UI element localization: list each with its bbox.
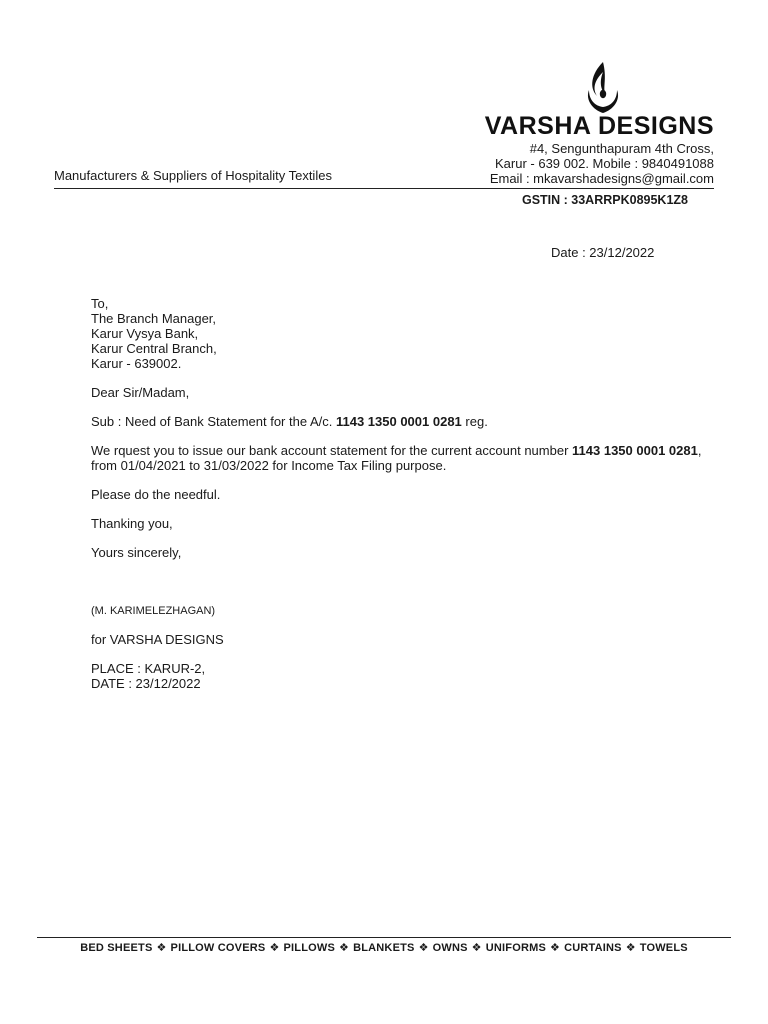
footer-item: CURTAINS [564, 942, 622, 954]
letter-date: Date : 23/12/2022 [551, 245, 655, 260]
separator-icon: ❖ [471, 942, 482, 954]
body-prefix: We rquest you to issue our bank account statement for the current account number [91, 443, 573, 458]
address-line-2: Karur - 639 002. Mobile : 9840491088 [495, 156, 714, 171]
salutation: Dear Sir/Madam, [91, 385, 190, 400]
recipient-line: Karur Central Branch, [91, 341, 217, 356]
separator-icon: ❖ [339, 942, 350, 954]
separator-icon: ❖ [625, 942, 636, 954]
separator-icon: ❖ [269, 942, 280, 954]
footer-item: BLANKETS [353, 942, 415, 954]
subject-account-number: 1143 1350 0001 0281 [335, 414, 462, 429]
gstin: GSTIN : 33ARRPK0895K1Z8 [521, 193, 688, 207]
separator-icon: ❖ [550, 942, 561, 954]
footer-item: BED SHEETS [80, 942, 153, 954]
body-line-2: from 01/04/2021 to 31/03/2022 for Income Tax Filing purpose. [91, 458, 447, 473]
to-line: To, [91, 296, 109, 311]
recipient-line: The Branch Manager, [91, 311, 217, 326]
company-tagline: Manufacturers & Suppliers of Hospitality Textiles [54, 168, 332, 183]
email-line: Email : mkavarshadesigns@gmail.com [489, 171, 714, 186]
subject-suffix: reg. [461, 414, 488, 429]
body-suffix: , [697, 443, 702, 458]
footer-item: UNIFORMS [485, 942, 546, 954]
footer-item: PILLOWS [283, 942, 336, 954]
company-address [490, 141, 714, 186]
footer-item: OWNS [432, 942, 468, 954]
subject-prefix: Sub : Need of Bank Statement for the A/c. [91, 414, 336, 429]
sign-date-line: DATE : 23/12/2022 [91, 676, 201, 691]
flame-drop-logo [583, 60, 623, 114]
needful-line: Please do the needful. [91, 487, 221, 502]
for-company: for VARSHA DESIGNS [91, 632, 224, 647]
recipient-line: Karur Vysya Bank, [91, 326, 199, 341]
recipient-line: Karur - 639002. [91, 356, 182, 371]
footer-item: PILLOW COVERS [170, 942, 266, 954]
header-divider [54, 188, 714, 189]
separator-icon: ❖ [418, 942, 429, 954]
body-account-number: 1143 1350 0001 0281 [572, 443, 698, 458]
place-line: PLACE : KARUR-2, [91, 661, 206, 676]
separator-icon: ❖ [156, 942, 167, 954]
closing-line: Yours sincerely, [91, 545, 182, 560]
signatory-name: (M. KARIMELEZHAGAN) [91, 605, 216, 617]
letter-body [91, 296, 711, 691]
body-line-1 [91, 443, 711, 458]
footer-divider [37, 937, 731, 938]
subject-line [91, 414, 711, 429]
product-list-footer [0, 941, 768, 954]
thanking-line: Thanking you, [91, 516, 173, 531]
address-line-1: #4, Sengunthapuram 4th Cross, [529, 141, 714, 156]
company-name: VARSHA DESIGNS [484, 112, 714, 140]
footer-item: TOWELS [639, 942, 688, 954]
